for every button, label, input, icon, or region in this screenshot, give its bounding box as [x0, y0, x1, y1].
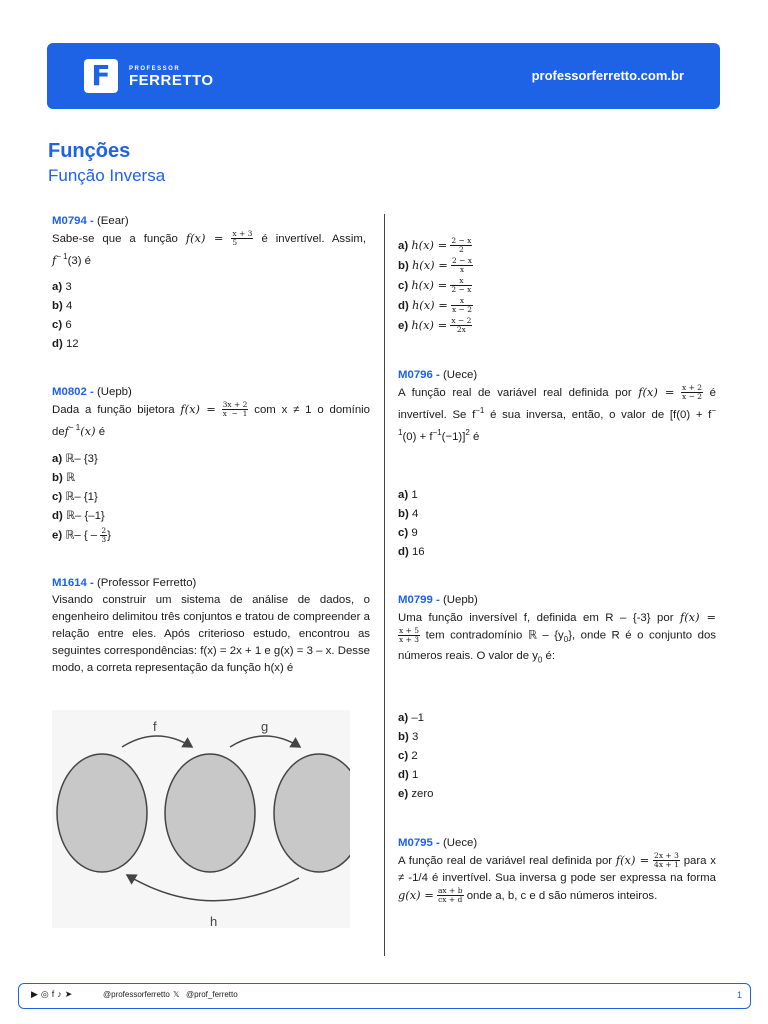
footer-bar [18, 983, 751, 1009]
option-e[interactable]: e) ℝ– { – $\frac{2}{3}$ } [52, 525, 111, 544]
logo-icon: F [84, 59, 118, 93]
question-text: A função real de variável real definida por [398, 387, 632, 399]
question-source: (Professor Ferretto) [96, 577, 197, 589]
sets-diagram [52, 710, 350, 928]
option-d[interactable]: d) h(x) = $\frac{x}{x - 2}$ [398, 296, 472, 315]
question-id: M1614 - [52, 577, 94, 589]
column-divider [384, 214, 385, 956]
page-title: Funções [48, 140, 131, 162]
option-b[interactable]: b) 3 [398, 731, 419, 744]
question-text: é invertível. Assim, [261, 233, 367, 245]
question-m0799: M0799 - (Uepb) Uma função inversível f, definida em R – {-3} por f(x) = $\frac{x + 5}{x + 3}$ tem contradomínio ℝ – $\{y_0\}$, onde R é o conjunto dos números reais. O valor de $y_0$ é: a) –1 b) 3 c) 2 d) 1 e) zero [398, 592, 716, 803]
option-d[interactable]: d) 12 [52, 337, 79, 350]
site-link[interactable]: professorferretto.com.br [531, 68, 684, 83]
math-finv: f [52, 252, 57, 267]
question-text: A função real de variável real definida por [398, 855, 613, 867]
question-m0802: M0802 - (Uepb) Dada a função bijetora f(x) = $\frac{3x + 2}{x - 1}$ com x ≠ 1 o domínio def$^{- 1}$(x) é a) ℝ– {3} b) ℝ c) ℝ– {1} d) ℝ– {–1} e) ℝ– { – $\frac{2}{3}$ } [52, 386, 371, 544]
header-banner [47, 43, 720, 109]
options-list [398, 487, 716, 561]
question-source: (Uece) [442, 837, 478, 849]
option-a[interactable]: a) –1 [398, 712, 424, 725]
tiktok-icon[interactable]: ♪ [57, 989, 65, 999]
option-a[interactable]: a) 3 [52, 280, 72, 293]
question-source: (Uece) [442, 369, 478, 381]
logo-text: FERRETTO [129, 72, 214, 89]
label-g: g [261, 719, 269, 734]
options-list [398, 710, 716, 803]
question-id: M0795 - [398, 837, 440, 849]
math-fx: f(x) = [185, 231, 224, 245]
option-c[interactable]: c) ℝ– {1} [52, 490, 98, 503]
facebook-icon[interactable]: f [51, 989, 58, 999]
options-m1614 [398, 237, 718, 335]
label-f: f [153, 719, 157, 734]
option-c[interactable]: c) h(x) = $\frac{x}{2 - x}$ [398, 276, 472, 295]
option-a[interactable]: a) h(x) = $\frac{2 - x}{2}$ [398, 236, 472, 255]
social-icons [31, 989, 75, 1000]
question-source: (Uepb) [442, 594, 478, 606]
youtube-icon[interactable]: ▶ [31, 989, 41, 999]
option-b[interactable]: b) ℝ [52, 471, 75, 484]
telegram-icon[interactable]: ➤ [64, 989, 76, 999]
fraction: $\frac{3x + 2}{x - 1}$ [222, 400, 248, 419]
question-source: (Uepb) [96, 386, 132, 398]
x-icon[interactable]: 𝕏 [173, 990, 180, 999]
option-e[interactable]: e) zero [398, 788, 434, 801]
social-handle[interactable]: @professorferretto [103, 990, 170, 999]
option-b[interactable]: b) 4 [52, 299, 73, 312]
option-c[interactable]: c) 9 [398, 526, 418, 539]
option-b[interactable]: b) 4 [398, 507, 419, 520]
logo-subtext: PROFESSOR [129, 66, 181, 72]
question-m0795: M0795 - (Uece) A função real de variável real definida por f(x) = $\frac{2x + 3}{4x + 1}$ para x ≠ -1/4 é invertível. Sua inversa g pode ser expressa na forma g(x) = $\frac{ax + b}{cx + d}$ onde a, b, c e d são números inteiros. [398, 837, 716, 905]
question-m1614 [52, 575, 370, 677]
option-d[interactable]: d) 1 [398, 769, 419, 782]
option-c[interactable]: c) 6 [52, 318, 72, 331]
fraction: $\frac{x + 3}{5}$ [232, 229, 253, 248]
set-ellipse [165, 754, 255, 872]
options-list [52, 451, 370, 545]
page-subtitle: Função Inversa [48, 166, 166, 185]
option-d[interactable]: d) 16 [398, 545, 425, 558]
question-m0794: M0794 - (Eear) Sabe-se que a função f(x) = $\frac{x + 3}{5}$ é invertível. Assim, $f^{- 1}(3)$ é a) 3 b) 4 c) 6 d) 12 [52, 213, 366, 353]
option-b[interactable]: b) h(x) = $\frac{2 - x}{x}$ [398, 256, 472, 275]
question-id: M0794 - [52, 215, 94, 227]
question-text: Visando construir um sistema de análise de dados, o engenheiro delimitou três conjuntos e tratou de compreender a relação entre eles. Após criterioso estudo, encontrou as seguintes correspondências: f(x) = 2x + 1 e g(x) = 3 – x. Desse modo, a correta representação da função h(x) é [52, 594, 370, 674]
question-text: Uma função inversível f, definida em R – {-3} por [398, 612, 674, 624]
question-m0796: M0796 - (Uece) A função real de variável real definida por f(x) = $\frac{x + 2}{x - 2}$ é invertível. Se $f^{-1}$ é sua inversa, então, o valor de [f(0) + f− $^1(0) + f^{-1}(-1)]^2$ é a) 1 b) 4 c) 9 d) 16 [398, 367, 716, 561]
question-id: M0796 - [398, 369, 440, 381]
question-id: M0802 - [52, 386, 94, 398]
label-h: h [210, 914, 218, 928]
option-c[interactable]: c) 2 [398, 750, 418, 763]
set-ellipse [57, 754, 147, 872]
option-a[interactable]: a) ℝ– {3} [52, 452, 98, 465]
option-e[interactable]: e) h(x) = $\frac{x - 2}{2x}$ [398, 316, 472, 335]
question-text: Dada a função bijetora [52, 404, 175, 416]
page-number: 1 [736, 990, 742, 1000]
options-list [52, 279, 366, 353]
question-source: (Eear) [96, 215, 129, 227]
option-a[interactable]: a) 1 [398, 488, 418, 501]
question-id: M0799 - [398, 594, 440, 606]
instagram-icon[interactable]: ◎ [40, 989, 52, 999]
x-handle[interactable]: @prof_ferretto [186, 990, 238, 999]
question-text: Sabe-se que a função [52, 233, 178, 245]
option-d[interactable]: d) ℝ– {–1} [52, 509, 105, 522]
